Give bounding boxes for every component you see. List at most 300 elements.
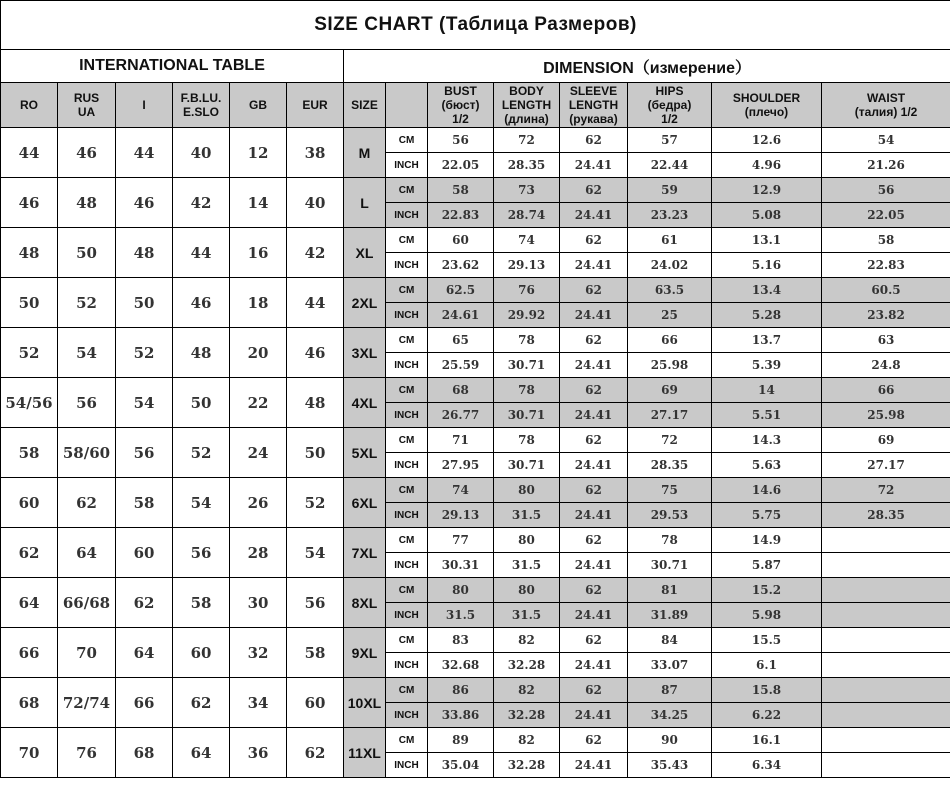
measure-cm-cell: 54: [822, 128, 950, 153]
measure-cm-cell: 14.3: [712, 428, 822, 453]
measure-inch-cell: 22.44: [628, 153, 712, 178]
measure-cm-cell: 86: [428, 678, 494, 703]
measure-inch-cell: 26.77: [428, 403, 494, 428]
intl-size-cell: 58: [116, 478, 173, 528]
intl-size-cell: 60: [116, 528, 173, 578]
unit-inch-label: INCH: [386, 453, 428, 478]
measure-inch-cell: 25.98: [628, 353, 712, 378]
measure-cm-cell: 62: [560, 478, 628, 503]
measure-inch-cell: [822, 603, 950, 628]
col-header-measure: SHOULDER (плечо): [712, 83, 822, 128]
intl-size-cell: 38: [287, 128, 344, 178]
intl-size-cell: 46: [287, 328, 344, 378]
measure-cm-cell: 76: [494, 278, 560, 303]
table-row: [1, 378, 950, 403]
measure-cm-cell: 62: [560, 128, 628, 153]
measure-cm-cell: 82: [494, 728, 560, 753]
measure-inch-cell: 22.83: [822, 253, 950, 278]
measure-cm-cell: 68: [428, 378, 494, 403]
intl-size-cell: 52: [1, 328, 58, 378]
measure-inch-cell: 6.22: [712, 703, 822, 728]
measure-cm-cell: [822, 678, 950, 703]
unit-inch-label: INCH: [386, 553, 428, 578]
unit-cm-label: CM: [386, 728, 428, 753]
unit-cm-label: CM: [386, 128, 428, 153]
measure-cm-cell: 66: [822, 378, 950, 403]
measure-inch-cell: 29.13: [428, 503, 494, 528]
intl-size-cell: 64: [1, 578, 58, 628]
unit-cm-label: CM: [386, 628, 428, 653]
intl-size-cell: 48: [58, 178, 116, 228]
measure-cm-cell: 81: [628, 578, 712, 603]
intl-size-cell: 46: [116, 178, 173, 228]
col-header-measure: WAIST (талия) 1/2: [822, 83, 950, 128]
measure-inch-cell: 35.04: [428, 753, 494, 778]
col-header-intl: GB: [230, 83, 287, 128]
measure-inch-cell: [822, 553, 950, 578]
measure-cm-cell: 62: [560, 328, 628, 353]
intl-size-cell: 44: [287, 278, 344, 328]
measure-cm-cell: 60: [428, 228, 494, 253]
measure-cm-cell: [822, 628, 950, 653]
measure-cm-cell: 72: [494, 128, 560, 153]
measure-cm-cell: 15.8: [712, 678, 822, 703]
size-label: 5XL: [344, 428, 386, 478]
measure-cm-cell: 16.1: [712, 728, 822, 753]
intl-size-cell: 68: [1, 678, 58, 728]
intl-size-cell: 48: [287, 378, 344, 428]
unit-inch-label: INCH: [386, 403, 428, 428]
measure-inch-cell: 5.51: [712, 403, 822, 428]
size-label: 7XL: [344, 528, 386, 578]
unit-inch-label: INCH: [386, 303, 428, 328]
measure-cm-cell: 60.5: [822, 278, 950, 303]
table-row: [1, 528, 950, 553]
size-label: L: [344, 178, 386, 228]
col-header-intl: F.B.LU. E.SLO: [173, 83, 230, 128]
measure-cm-cell: 65: [428, 328, 494, 353]
measure-inch-cell: 31.5: [494, 503, 560, 528]
measure-cm-cell: 62.5: [428, 278, 494, 303]
measure-inch-cell: 33.07: [628, 653, 712, 678]
col-header-measure: SLEEVE LENGTH (рукава): [560, 83, 628, 128]
unit-cm-label: CM: [386, 228, 428, 253]
measure-cm-cell: 57: [628, 128, 712, 153]
measure-inch-cell: 24.41: [560, 553, 628, 578]
measure-cm-cell: 90: [628, 728, 712, 753]
measure-inch-cell: 24.41: [560, 703, 628, 728]
size-label: 3XL: [344, 328, 386, 378]
measure-inch-cell: 23.62: [428, 253, 494, 278]
measure-cm-cell: 63: [822, 328, 950, 353]
measure-inch-cell: 33.86: [428, 703, 494, 728]
table-row: [1, 428, 950, 453]
intl-size-cell: 14: [230, 178, 287, 228]
measure-cm-cell: 74: [428, 478, 494, 503]
measure-cm-cell: 62: [560, 728, 628, 753]
intl-size-cell: 70: [58, 628, 116, 678]
intl-size-cell: 48: [116, 228, 173, 278]
measure-cm-cell: 62: [560, 578, 628, 603]
intl-size-cell: 72/74: [58, 678, 116, 728]
intl-size-cell: 54: [58, 328, 116, 378]
measure-inch-cell: 31.5: [494, 553, 560, 578]
intl-size-cell: 62: [58, 478, 116, 528]
size-label: 4XL: [344, 378, 386, 428]
measure-inch-cell: 23.82: [822, 303, 950, 328]
measure-inch-cell: 31.89: [628, 603, 712, 628]
col-header-measure: HIPS (бедра) 1/2: [628, 83, 712, 128]
measure-cm-cell: 13.1: [712, 228, 822, 253]
measure-cm-cell: 62: [560, 428, 628, 453]
measure-cm-cell: 69: [822, 428, 950, 453]
measure-inch-cell: 6.1: [712, 653, 822, 678]
intl-size-cell: 44: [116, 128, 173, 178]
measure-cm-cell: 12.9: [712, 178, 822, 203]
intl-size-cell: 40: [173, 128, 230, 178]
measure-cm-cell: [822, 728, 950, 753]
unit-cm-label: CM: [386, 478, 428, 503]
intl-size-cell: 30: [230, 578, 287, 628]
intl-size-cell: 48: [1, 228, 58, 278]
measure-cm-cell: 74: [494, 228, 560, 253]
unit-cm-label: CM: [386, 528, 428, 553]
unit-inch-label: INCH: [386, 353, 428, 378]
measure-cm-cell: 82: [494, 628, 560, 653]
intl-size-cell: 50: [1, 278, 58, 328]
table-row: [1, 478, 950, 503]
intl-size-cell: 50: [287, 428, 344, 478]
measure-inch-cell: 34.25: [628, 703, 712, 728]
intl-size-cell: 70: [1, 728, 58, 778]
size-label: 9XL: [344, 628, 386, 678]
measure-inch-cell: 30.71: [494, 353, 560, 378]
measure-inch-cell: 24.41: [560, 653, 628, 678]
measure-cm-cell: 61: [628, 228, 712, 253]
measure-cm-cell: [822, 528, 950, 553]
measure-inch-cell: 4.96: [712, 153, 822, 178]
intl-size-cell: 56: [173, 528, 230, 578]
intl-size-cell: 46: [1, 178, 58, 228]
intl-size-cell: 54: [116, 378, 173, 428]
measure-cm-cell: 72: [628, 428, 712, 453]
intl-size-cell: 58/60: [58, 428, 116, 478]
intl-size-cell: 66/68: [58, 578, 116, 628]
measure-inch-cell: 27.17: [628, 403, 712, 428]
measure-inch-cell: 21.26: [822, 153, 950, 178]
measure-inch-cell: 5.39: [712, 353, 822, 378]
measure-cm-cell: 78: [494, 328, 560, 353]
measure-inch-cell: 24.41: [560, 153, 628, 178]
size-label: XL: [344, 228, 386, 278]
measure-cm-cell: 14: [712, 378, 822, 403]
table-row: [1, 128, 950, 153]
measure-inch-cell: 22.05: [428, 153, 494, 178]
measure-cm-cell: 58: [428, 178, 494, 203]
intl-size-cell: 46: [173, 278, 230, 328]
measure-inch-cell: 25.98: [822, 403, 950, 428]
intl-size-cell: 58: [1, 428, 58, 478]
intl-size-cell: 64: [116, 628, 173, 678]
measure-inch-cell: 24.8: [822, 353, 950, 378]
measure-inch-cell: 5.98: [712, 603, 822, 628]
size-label: 10XL: [344, 678, 386, 728]
intl-size-cell: 36: [230, 728, 287, 778]
intl-size-cell: 22: [230, 378, 287, 428]
size-label: 2XL: [344, 278, 386, 328]
table-row: [1, 678, 950, 703]
measure-cm-cell: 12.6: [712, 128, 822, 153]
measure-inch-cell: 28.35: [822, 503, 950, 528]
intl-size-cell: 26: [230, 478, 287, 528]
table-row: [1, 178, 950, 203]
unit-inch-label: INCH: [386, 153, 428, 178]
measure-inch-cell: 24.61: [428, 303, 494, 328]
col-header-intl: I: [116, 83, 173, 128]
table-row: [1, 728, 950, 753]
intl-size-cell: 52: [116, 328, 173, 378]
unit-cm-label: CM: [386, 378, 428, 403]
measure-inch-cell: [822, 753, 950, 778]
unit-inch-label: INCH: [386, 203, 428, 228]
intl-size-cell: 50: [173, 378, 230, 428]
measure-inch-cell: 22.05: [822, 203, 950, 228]
measure-inch-cell: 5.87: [712, 553, 822, 578]
measure-cm-cell: 87: [628, 678, 712, 703]
measure-inch-cell: 24.41: [560, 753, 628, 778]
intl-size-cell: 62: [173, 678, 230, 728]
measure-inch-cell: 24.41: [560, 303, 628, 328]
unit-cm-label: CM: [386, 678, 428, 703]
intl-size-cell: 54: [173, 478, 230, 528]
measure-cm-cell: 80: [494, 578, 560, 603]
intl-size-cell: 68: [116, 728, 173, 778]
measure-cm-cell: 62: [560, 528, 628, 553]
intl-size-cell: 58: [173, 578, 230, 628]
intl-size-cell: 28: [230, 528, 287, 578]
intl-size-cell: 46: [58, 128, 116, 178]
intl-size-cell: 56: [287, 578, 344, 628]
measure-cm-cell: 84: [628, 628, 712, 653]
intl-size-cell: 42: [173, 178, 230, 228]
measure-cm-cell: 62: [560, 278, 628, 303]
col-header-intl: RO: [1, 83, 58, 128]
measure-inch-cell: 28.35: [628, 453, 712, 478]
intl-size-cell: 12: [230, 128, 287, 178]
measure-cm-cell: 15.5: [712, 628, 822, 653]
measure-inch-cell: 24.41: [560, 603, 628, 628]
intl-size-cell: 56: [58, 378, 116, 428]
intl-size-cell: 60: [173, 628, 230, 678]
measure-inch-cell: 28.35: [494, 153, 560, 178]
intl-size-cell: 44: [1, 128, 58, 178]
intl-size-cell: 32: [230, 628, 287, 678]
intl-size-cell: 40: [287, 178, 344, 228]
measure-cm-cell: 80: [494, 478, 560, 503]
intl-size-cell: 42: [287, 228, 344, 278]
measure-inch-cell: 27.95: [428, 453, 494, 478]
measure-inch-cell: [822, 703, 950, 728]
measure-inch-cell: 30.31: [428, 553, 494, 578]
unit-cm-label: CM: [386, 178, 428, 203]
chart-title: SIZE CHART (Таблица Размеров): [1, 1, 950, 50]
unit-inch-label: INCH: [386, 753, 428, 778]
intl-size-cell: 54/56: [1, 378, 58, 428]
measure-cm-cell: 62: [560, 178, 628, 203]
measure-cm-cell: 56: [428, 128, 494, 153]
intl-size-cell: 62: [1, 528, 58, 578]
measure-inch-cell: 23.23: [628, 203, 712, 228]
measure-cm-cell: 73: [494, 178, 560, 203]
measure-cm-cell: 78: [628, 528, 712, 553]
intl-size-cell: 18: [230, 278, 287, 328]
intl-size-cell: 56: [116, 428, 173, 478]
col-header-intl: RUS UA: [58, 83, 116, 128]
intl-size-cell: 16: [230, 228, 287, 278]
intl-size-cell: 62: [287, 728, 344, 778]
table-row: [1, 228, 950, 253]
measure-inch-cell: 29.13: [494, 253, 560, 278]
unit-cm-label: CM: [386, 428, 428, 453]
size-label: 8XL: [344, 578, 386, 628]
intl-size-cell: 60: [1, 478, 58, 528]
measure-cm-cell: 62: [560, 678, 628, 703]
intl-size-cell: 62: [116, 578, 173, 628]
measure-inch-cell: 31.5: [494, 603, 560, 628]
size-label: M: [344, 128, 386, 178]
unit-inch-label: INCH: [386, 653, 428, 678]
measure-inch-cell: 32.28: [494, 653, 560, 678]
measure-inch-cell: 24.41: [560, 453, 628, 478]
intl-size-cell: 52: [58, 278, 116, 328]
measure-inch-cell: 25.59: [428, 353, 494, 378]
measure-inch-cell: 24.41: [560, 203, 628, 228]
dimension-heading: DIMENSION（измерение）: [344, 50, 950, 83]
col-header-intl: EUR: [287, 83, 344, 128]
measure-cm-cell: 13.7: [712, 328, 822, 353]
intl-size-cell: 64: [58, 528, 116, 578]
measure-inch-cell: 32.28: [494, 753, 560, 778]
measure-cm-cell: 13.4: [712, 278, 822, 303]
intl-size-cell: 66: [1, 628, 58, 678]
unit-inch-label: INCH: [386, 503, 428, 528]
measure-cm-cell: 75: [628, 478, 712, 503]
measure-cm-cell: [822, 578, 950, 603]
measure-inch-cell: [822, 653, 950, 678]
intl-size-cell: 52: [287, 478, 344, 528]
intl-size-cell: 66: [116, 678, 173, 728]
intl-size-cell: 44: [173, 228, 230, 278]
measure-inch-cell: 24.41: [560, 403, 628, 428]
intl-size-cell: 50: [58, 228, 116, 278]
measure-cm-cell: 89: [428, 728, 494, 753]
intl-size-cell: 24: [230, 428, 287, 478]
table-row: [1, 628, 950, 653]
measure-inch-cell: 28.74: [494, 203, 560, 228]
col-header-unit: [386, 83, 428, 128]
measure-cm-cell: 72: [822, 478, 950, 503]
measure-inch-cell: 29.92: [494, 303, 560, 328]
measure-inch-cell: 5.08: [712, 203, 822, 228]
measure-cm-cell: 14.9: [712, 528, 822, 553]
intl-size-cell: 54: [287, 528, 344, 578]
table-row: [1, 278, 950, 303]
measure-cm-cell: 71: [428, 428, 494, 453]
measure-inch-cell: 24.41: [560, 253, 628, 278]
measure-cm-cell: 78: [494, 378, 560, 403]
measure-cm-cell: 82: [494, 678, 560, 703]
column-header-row: [1, 83, 950, 128]
measure-inch-cell: 24.02: [628, 253, 712, 278]
measure-inch-cell: 22.83: [428, 203, 494, 228]
col-header-measure: BUST (бюст) 1/2: [428, 83, 494, 128]
measure-inch-cell: 27.17: [822, 453, 950, 478]
measure-cm-cell: 56: [822, 178, 950, 203]
measure-cm-cell: 83: [428, 628, 494, 653]
intl-size-cell: 76: [58, 728, 116, 778]
measure-inch-cell: 24.41: [560, 353, 628, 378]
measure-inch-cell: 24.41: [560, 503, 628, 528]
measure-inch-cell: 5.16: [712, 253, 822, 278]
measure-inch-cell: 30.71: [494, 453, 560, 478]
intl-size-cell: 48: [173, 328, 230, 378]
intl-size-cell: 60: [287, 678, 344, 728]
size-label: 6XL: [344, 478, 386, 528]
measure-inch-cell: 5.63: [712, 453, 822, 478]
measure-inch-cell: 5.28: [712, 303, 822, 328]
unit-cm-label: CM: [386, 578, 428, 603]
unit-inch-label: INCH: [386, 603, 428, 628]
measure-inch-cell: 5.75: [712, 503, 822, 528]
size-rows: [1, 128, 950, 778]
measure-cm-cell: 80: [428, 578, 494, 603]
measure-inch-cell: 32.28: [494, 703, 560, 728]
measure-cm-cell: 58: [822, 228, 950, 253]
measure-cm-cell: 62: [560, 228, 628, 253]
unit-cm-label: CM: [386, 328, 428, 353]
measure-cm-cell: 69: [628, 378, 712, 403]
measure-inch-cell: 6.34: [712, 753, 822, 778]
measure-cm-cell: 66: [628, 328, 712, 353]
size-label: 11XL: [344, 728, 386, 778]
col-header-size: SIZE: [344, 83, 386, 128]
measure-cm-cell: 15.2: [712, 578, 822, 603]
measure-cm-cell: 62: [560, 378, 628, 403]
measure-inch-cell: 30.71: [628, 553, 712, 578]
measure-inch-cell: 30.71: [494, 403, 560, 428]
col-header-measure: BODY LENGTH (длина): [494, 83, 560, 128]
measure-cm-cell: 62: [560, 628, 628, 653]
measure-inch-cell: 35.43: [628, 753, 712, 778]
international-table-heading: INTERNATIONAL TABLE: [1, 50, 344, 83]
intl-size-cell: 58: [287, 628, 344, 678]
table-row: [1, 578, 950, 603]
intl-size-cell: 20: [230, 328, 287, 378]
measure-inch-cell: 32.68: [428, 653, 494, 678]
measure-cm-cell: 14.6: [712, 478, 822, 503]
unit-inch-label: INCH: [386, 703, 428, 728]
intl-size-cell: 64: [173, 728, 230, 778]
measure-inch-cell: 31.5: [428, 603, 494, 628]
measure-cm-cell: 77: [428, 528, 494, 553]
table-row: [1, 328, 950, 353]
measure-inch-cell: 25: [628, 303, 712, 328]
measure-cm-cell: 63.5: [628, 278, 712, 303]
measure-cm-cell: 59: [628, 178, 712, 203]
unit-inch-label: INCH: [386, 253, 428, 278]
measure-cm-cell: 80: [494, 528, 560, 553]
measure-inch-cell: 29.53: [628, 503, 712, 528]
